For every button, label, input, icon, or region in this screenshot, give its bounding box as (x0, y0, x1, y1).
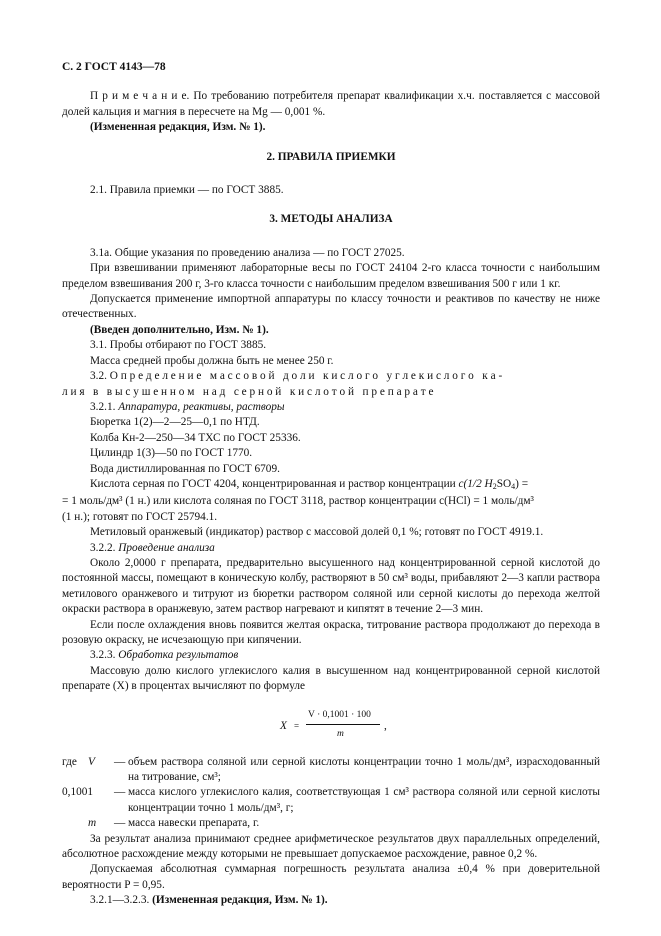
final-amendment (62, 893, 600, 908)
subsection-number: 3.2.2. (90, 541, 116, 554)
section-3-title: 3. МЕТОДЫ АНАЛИЗА (269, 213, 393, 226)
acid-sub-a: 2 (492, 481, 497, 491)
acid-conc-b: SO (496, 477, 512, 490)
paragraph-2-1: 2.1. Правила приемки — по ГОСТ 3885. (90, 184, 284, 197)
note-amendment: (Измененная редакция, Изм. № 1). (90, 121, 266, 134)
formula (62, 707, 600, 745)
introduced-note: (Введен дополнительно, Изм. № 1). (90, 323, 269, 336)
flask-line: Колба Кн-2—250—34 ТХС по ГОСТ 25336. (90, 431, 301, 444)
formula-numerator: V · 0,1001 · 100 (308, 709, 371, 720)
cylinder-line: Цилиндр 1(3)—50 по ГОСТ 1770. (90, 447, 253, 460)
calculation-paragraph: Массовую долю кислого углекислого калия в высушенном над концентрированной серной кислотой препарате (X) в процентах вычисляют по формуле (62, 664, 600, 693)
page-header: С. 2 ГОСТ 4143—78 (62, 61, 166, 73)
paragraph-3-2-1 (62, 400, 600, 415)
definition-symbol: V (88, 755, 95, 768)
paragraph-3-2-3 (62, 648, 600, 663)
definition-dash: — (114, 786, 126, 799)
definition-prefix: где (62, 755, 77, 768)
subsection-title: Проведение анализа (118, 541, 215, 554)
subsection-number: 3.2.1. (90, 400, 116, 413)
subsection-title: Аппаратура, реактивы, растворы (118, 400, 285, 413)
procedure-paragraph: Около 2,0000 г препарата, предварительно высушенного над концентрированной серной кислотой до постоянной массы, помещают в коническую колбу, растворяют в 50 см³ воды, прибавляют 2—3 капли раствора метилового оранжевого и титруют из бюретки раствором соляной или серной кислоты до перехода желтой окраски раствора в оранжевую, затем раствор нагревают и кипятят в течение 2—3 мин. (62, 556, 600, 616)
definition-text: масса навески препарата, г. (128, 817, 260, 830)
formula-comma: , (384, 719, 387, 732)
formula-lhs: X (280, 719, 287, 732)
formula-definitions (62, 755, 600, 832)
paragraph-3-2-2 (62, 541, 600, 556)
definition-prefix: 0,1001 (62, 786, 94, 799)
formula-denominator: m (337, 728, 344, 739)
paragraph-3-1: 3.1. Пробы отбирают по ГОСТ 3885. (90, 339, 267, 352)
paragraph-import: Допускается применение импортной аппаратуры по классу точности и реактивов по качеству не ниже отечественных. (62, 293, 600, 321)
burette-line: Бюретка 1(2)—2—25—0,1 по НТД. (90, 416, 260, 429)
error-paragraph: Допускаемая абсолютная суммарная погрешность результата анализа ±0,4 % при доверительной вероятности P = 0,95. (62, 863, 600, 891)
cooling-paragraph: Если после охлаждения вновь появится желтая окраска, титрование раствора продолжают до перехода в розовую окраску, не исчезающую при кипячении. (62, 618, 600, 646)
definition-dash: — (114, 817, 126, 830)
section-2-title: 2. ПРАВИЛА ПРИЕМКИ (266, 150, 396, 163)
result-paragraph: За результат анализа принимают среднее арифметическое результатов двух параллельных определений, абсолютное расхождение между которыми не превышает допускаемое расхождение, равное 0,2 %. (62, 832, 600, 861)
document-page (62, 60, 600, 909)
definition-dash: — (114, 755, 126, 768)
definition-prefix (62, 816, 88, 831)
note-paragraph: П р и м е ч а н и е. По требованию потребителя препарат квалификации х.ч. поставляется с массовой долей кальция и магния в пересчете на Mg — 0,001 %. (62, 90, 600, 118)
water-line: Вода дистиллированная по ГОСТ 6709. (90, 462, 280, 475)
paragraph-3-2-line2: л и я в в ы с у ш е н н о м н а д с е р н о й к и с л о т о й п р е п а р а т е (62, 385, 434, 398)
subsection-title: Обработка результатов (118, 649, 239, 662)
definition-symbol: m (88, 817, 97, 830)
acid-line-2: = 1 моль/дм³ (1 н.) или кислота соляная по ГОСТ 3118, раствор концентрации c(HCl) = 1 моль/дм³ (62, 495, 534, 508)
amendment-range: 3.2.1—3.2.3. (90, 894, 150, 907)
fraction-bar (306, 724, 380, 725)
formula-equals: = (294, 720, 300, 731)
amendment-text: (Измененная редакция, Изм. № 1). (152, 894, 328, 907)
acid-conc-a: c(1/2 H (458, 477, 493, 490)
subsection-number: 3.2.3. (90, 649, 116, 662)
acid-text: Кислота серная по ГОСТ 4204, концентрированная и раствор концентрации (90, 477, 456, 490)
definition-text: масса кислого углекислого калия, соответствующая 1 см³ раствора соляной или серной кислоты концентрации точно 1 моль/дм³, г; (128, 786, 600, 814)
definition-text: объем раствора соляной или серной кислоты концентрации точно 1 моль/дм³, израсходованный на титрование, см³; (128, 755, 600, 784)
acid-sub-b: 4 (511, 481, 516, 491)
acid-line-1 (62, 477, 600, 494)
acid-conc-c: ) = (515, 477, 529, 490)
indicator-line: Метиловый оранжевый (индикатор) раствор с массовой долей 0,1 %; готовят по ГОСТ 4919.1. (90, 526, 544, 539)
paragraph-sample-mass: Масса средней пробы должна быть не менее 250 г. (90, 354, 334, 367)
paragraph-weighing: При взвешивании применяют лабораторные весы по ГОСТ 24104 2-го класса точности с наибольшим пределом взвешивания 200 г, 3-го класса точности с наибольшим пределом взвешивания 500 г или 1 кг. (62, 262, 600, 290)
acid-line-3: (1 н.); готовят по ГОСТ 25794.1. (62, 510, 218, 523)
paragraph-3-1a: 3.1а. Общие указания по проведению анализа — по ГОСТ 27025. (90, 246, 405, 259)
paragraph-3-2-line1: 3.2. О п р е д е л е н и е м а с с о в о й д о л и к и с л о г о у г л е к и с л о г о к а - (90, 370, 503, 383)
